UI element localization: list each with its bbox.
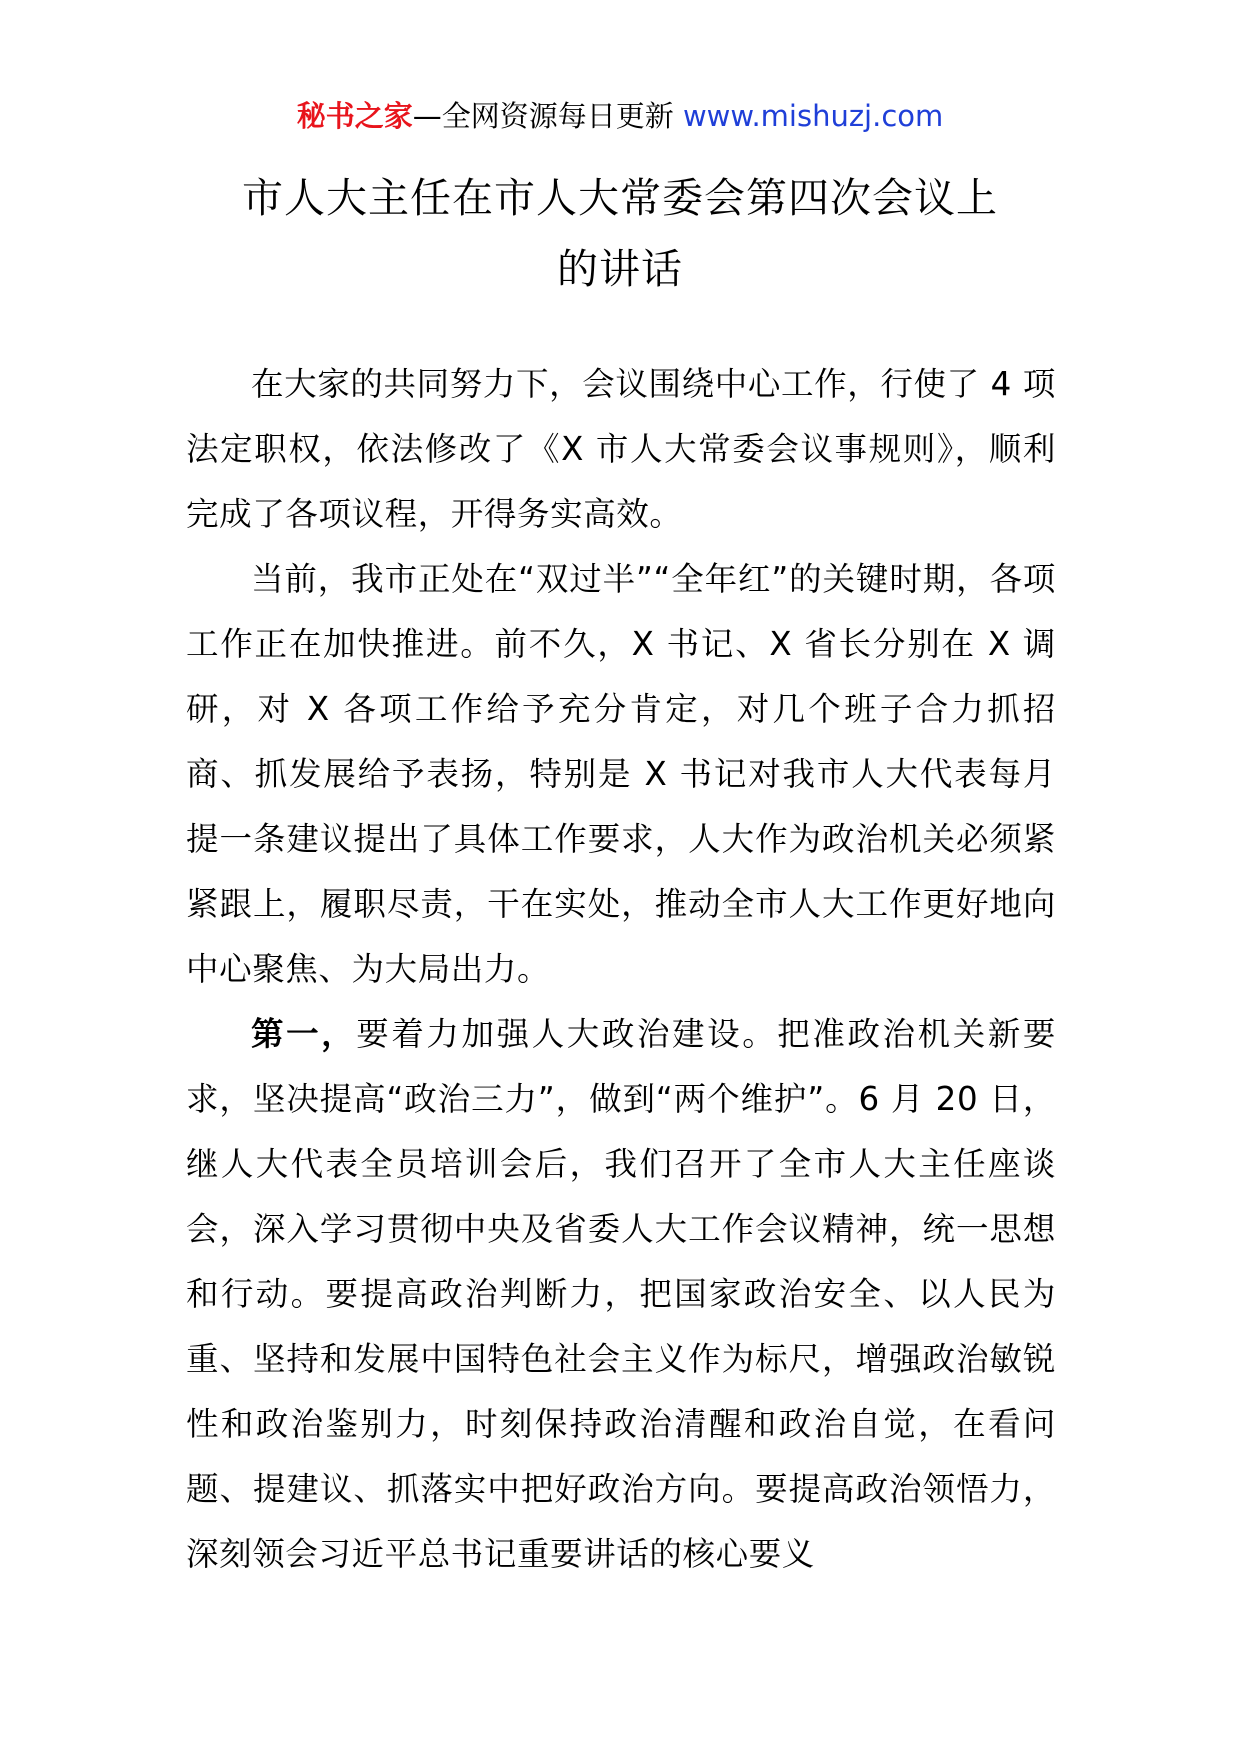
paragraph-3 xyxy=(186,1002,1056,1587)
title-line-2: 的讲话 xyxy=(557,245,683,293)
article-body xyxy=(186,352,1056,1587)
header-banner xyxy=(0,96,1240,136)
paragraph-3-body: 要着力加强人大政治建设。把准政治机关新要求，坚决提高“政治三力”，做到“两个维护”。6 月 20 日，继人大代表全员培训会后，我们召开了全市人大主任座谈会，深入学习贯彻中央及省委人大工作会议精神，统一思想和行动。要提高政治判断力，把国家政治安全、以人民为重、坚持和发展中国特色社会主义作为标尺，增强政治敏锐性和政治鉴别力，时刻保持政治清醒和政治自觉，在看问题、提建议、抓落实中把好政治方向。要提高政治领悟力，深刻领会习近平总书记重要讲话的核心要义 xyxy=(186,1015,1056,1573)
title-line-1: 市人大主任在市人大常委会第四次会议上 xyxy=(242,174,998,222)
site-url-link[interactable]: www.mishuzj.com xyxy=(682,99,944,133)
paragraph-1: 在大家的共同努力下，会议围绕中心工作，行使了 4 项法定职权，依法修改了《X 市人大常委会议事规则》，顺利完成了各项议程，开得务实高效。 xyxy=(186,365,1056,533)
brand-name: 秘书之家 xyxy=(296,99,413,133)
header-tagline: —全网资源每日更新 xyxy=(412,99,674,133)
document-title xyxy=(150,163,1090,305)
paragraph-2: 当前，我市正处在“双过半”“全年红”的关键时期，各项工作正在加快推进。前不久，X 书记、X 省长分别在 X 调研，对 X 各项工作给予充分肯定，对几个班子合力抓招商、抓发展给予表扬，特别是 X 书记对我市人大代表每月提一条建议提出了具体工作要求，人大作为政治机关必须紧紧跟上，履职尽责，干在实处，推动全市人大工作更好地向中心聚焦、为大局出力。 xyxy=(186,560,1056,988)
paragraph-3-lead: 第一， xyxy=(251,1015,357,1053)
